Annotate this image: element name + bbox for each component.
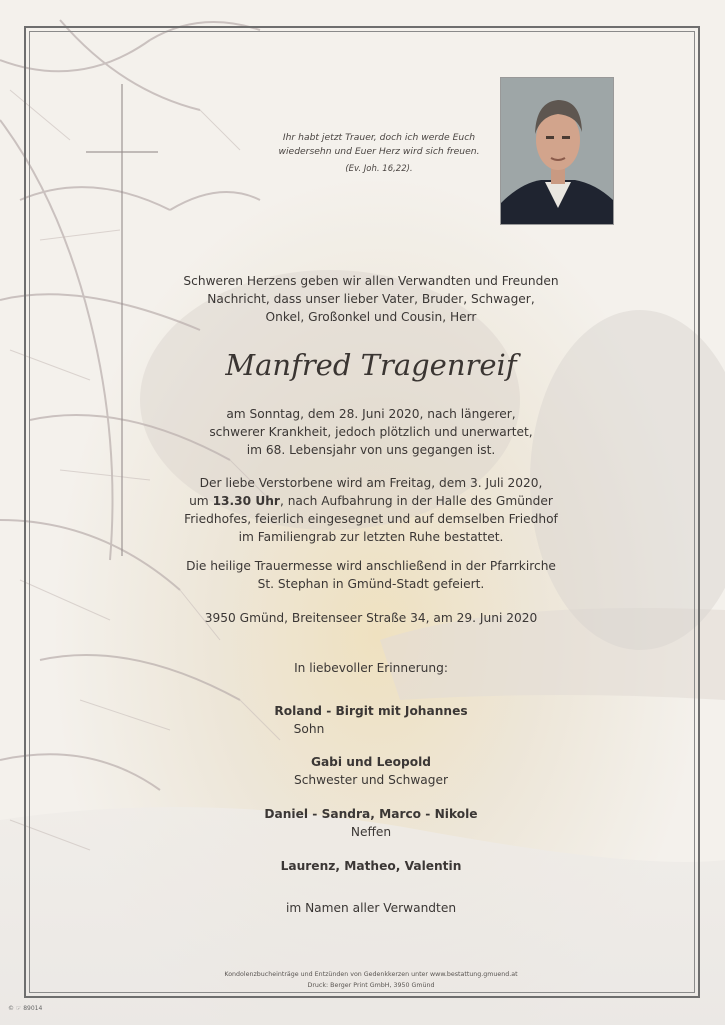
mourner-entry	[150, 857, 592, 875]
intro-line: Nachricht, dass unser lieber Vater, Bruder, Schwager,	[207, 292, 535, 306]
mourner-relation: Neffen	[350, 825, 392, 839]
place-date: 3950 Gmünd, Breitenseer Straße 34, am 29. Juni 2020	[204, 611, 538, 625]
footer-printer: Druck: Berger Print GmbH, 3950 Gmünd	[307, 982, 435, 989]
funeral-time: 13.30 Uhr	[212, 494, 280, 508]
mourner-entry	[150, 805, 592, 841]
cross-icon-vertical	[121, 84, 123, 556]
mourner-name: Laurenz, Matheo, Valentin	[280, 859, 462, 873]
funeral-line: Der liebe Verstorbene wird am Freitag, dem 3. Juli 2020,	[199, 476, 543, 490]
quote-line-2: wiedersehn und Euer Herz wird sich freuen.	[278, 146, 480, 157]
intro-line: Schweren Herzens geben wir allen Verwandten und Freunden	[183, 274, 559, 288]
mourner-entry	[150, 753, 592, 789]
closing-line: im Namen aller Verwandten	[285, 901, 457, 915]
funeral-details	[150, 474, 592, 546]
intro-line: Onkel, Großonkel und Cousin, Herr	[265, 310, 477, 324]
funeral-line-pre: um	[189, 494, 213, 508]
remembrance-heading: In liebevoller Erinnerung:	[294, 661, 448, 675]
quote-reference: (Ev. Joh. 16,22).	[345, 164, 413, 174]
death-line: am Sonntag, dem 28. Juni 2020, nach längerer,	[226, 407, 516, 421]
intro-text	[150, 272, 592, 326]
footer	[150, 969, 592, 991]
portrait-photo	[500, 77, 614, 225]
mourner-name: Roland - Birgit mit Johannes	[274, 704, 468, 718]
mass-line: St. Stephan in Gmünd-Stadt gefeiert.	[257, 577, 485, 591]
quote-line-1: Ihr habt jetzt Trauer, doch ich werde Euch	[282, 132, 476, 143]
death-notice	[150, 405, 592, 459]
mass-notice	[150, 557, 592, 593]
funeral-line: im Familiengrab zur letzten Ruhe bestattet.	[238, 530, 504, 544]
deceased-name: Manfred Tragenreif	[225, 348, 517, 382]
bible-quote	[265, 131, 493, 176]
mourner-relation: Schwester und Schwager	[293, 773, 449, 787]
funeral-line: Friedhofes, feierlich eingesegnet und auf demselben Friedhof	[184, 512, 558, 526]
print-code: © ☞ 89014	[8, 1005, 43, 1012]
mourner-entry	[150, 702, 592, 738]
mourner-relation: Sohn	[293, 722, 325, 736]
mourner-name: Gabi und Leopold	[310, 755, 432, 769]
death-line: schwerer Krankheit, jedoch plötzlich und unerwartet,	[209, 425, 533, 439]
mourner-name: Daniel - Sandra, Marco - Nikole	[264, 807, 478, 821]
cross-icon-horizontal	[86, 151, 158, 153]
death-line: im 68. Lebensjahr von uns gegangen ist.	[246, 443, 496, 457]
footer-condolence: Kondolenzbucheinträge und Entzünden von Gedenkkerzen unter www.bestattung.gmuend.at	[224, 971, 518, 978]
funeral-line-post: , nach Aufbahrung in der Halle des Gmünder	[279, 494, 553, 508]
mass-line: Die heilige Trauermesse wird anschließend in der Pfarrkirche	[186, 559, 556, 573]
